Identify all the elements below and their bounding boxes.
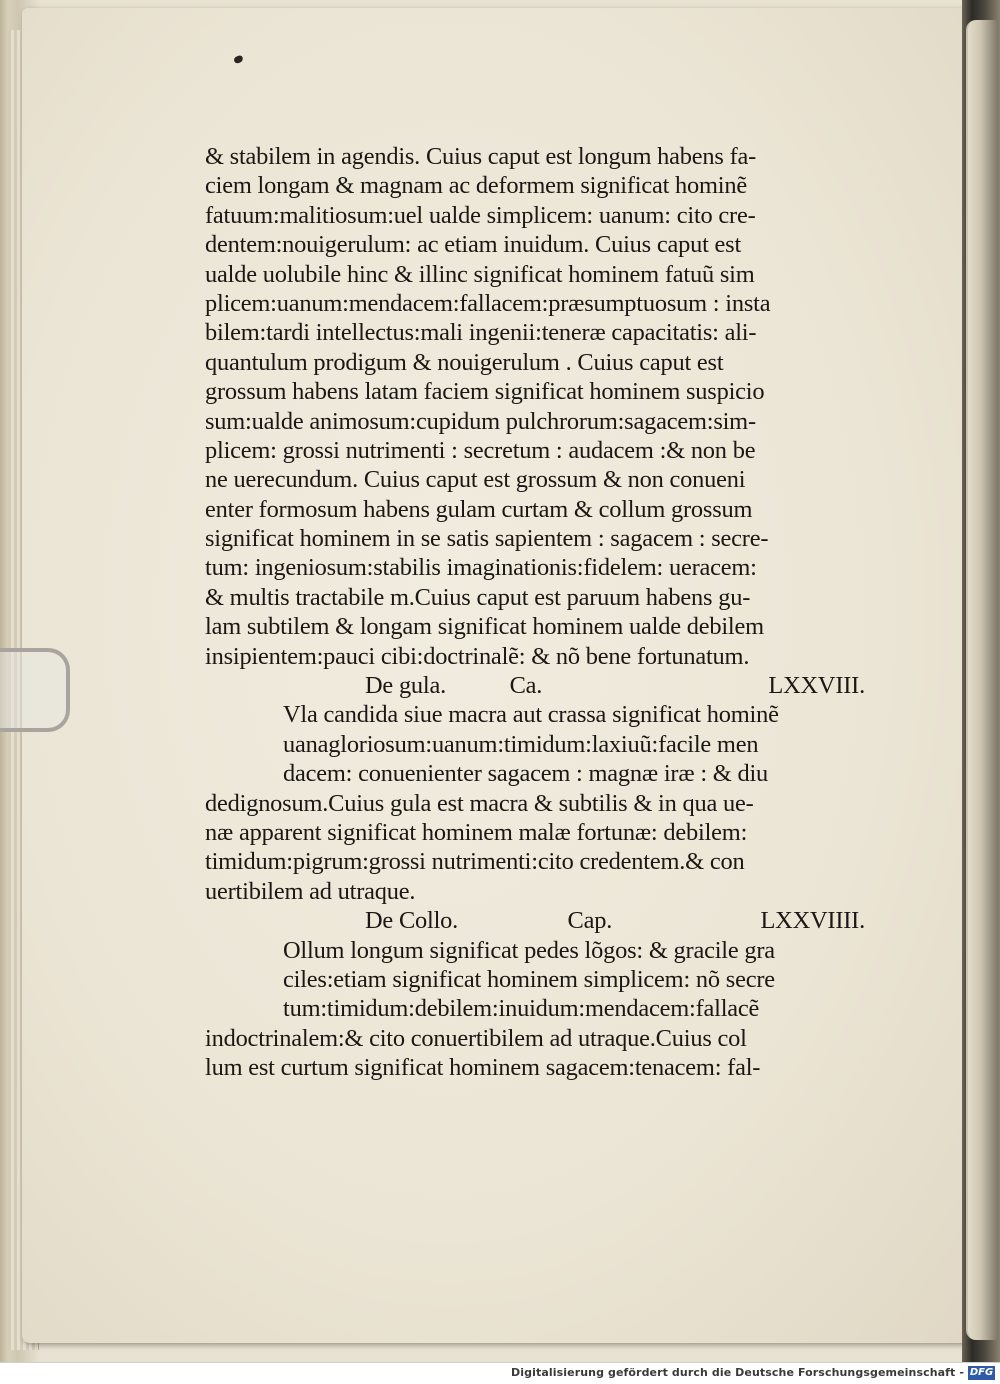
text-line: tum: ingeniosum:stabilis imaginationis:fidelem: ueracem: (205, 554, 757, 582)
text-line: grossum habens latam faciem significat hominem suspicio (205, 378, 765, 406)
text-line: lam subtilem & longam significat hominem ualde debilem (205, 613, 764, 641)
dfg-logo: DFG (969, 1367, 994, 1378)
text-line: sum:ualde animosum:cupidum pulchrorum:sagacem:sim- (205, 407, 756, 435)
text-line: indoctrinalem:& cito conuertibilem ad utraque.Cuius col (205, 1024, 747, 1052)
paragraph-caput (205, 142, 865, 671)
text-line: ciles:etiam significat hominem simplicem: nõ secre (283, 965, 775, 993)
text-line: timidum:pigrum:grossi nutrimenti:cito credentem.& con (205, 848, 745, 876)
text-line: & multis tractabile m.Cuius caput est paruum habens gu- (205, 583, 751, 611)
heading-title: De gula. (365, 672, 447, 700)
text-line: plicem: grossi nutrimenti : secretum : audacem :& non be (205, 436, 756, 464)
text-line: lum est curtum significat hominem sagacem:tenacem: fal- (205, 1054, 761, 1082)
heading-cap: Ca. (509, 672, 543, 700)
text-line: insipientem:pauci cibi:doctrinalẽ: & nõ bene fortunatum. (205, 642, 750, 670)
text-line: dedignosum.Cuius gula est macra & subtilis & in qua ue- (205, 789, 754, 817)
heading-numeral: LXXVIII. (768, 672, 865, 700)
heading-title: De Collo. (365, 907, 459, 935)
text-line: plicem:uanum:mendacem:fallacem:præsumptuosum : insta (205, 289, 771, 317)
text-line: uanagloriosum:uanum:timidum:laxiuũ:facile men (283, 730, 759, 758)
paragraph-collo (205, 936, 865, 1083)
text-line: uertibilem ad utraque. (205, 877, 416, 905)
book-binding (962, 0, 1000, 1362)
text-line: Vla candida siue macra aut crassa significat hominẽ (283, 701, 779, 729)
page-clip (0, 648, 70, 732)
heading-cap: Cap. (567, 907, 613, 935)
text-line: fatuum:malitiosum:uel ualde simplicem: uanum: cito cre- (205, 201, 756, 229)
text-line: quantulum prodigum & nouigerulum . Cuius caput est (205, 348, 724, 376)
text-line: bilem:tardi intellectus:mali ingenii:teneræ capacitatis: ali- (205, 319, 757, 347)
text-line: næ apparent significat hominem malæ fortunæ: debilem: (205, 818, 748, 846)
text-line: enter formosum habens gulam curtam & collum grossum (205, 495, 753, 523)
text-line: Ollum longum significat pedes lõgos: & gracile gra (283, 936, 775, 964)
funding-credit: Digitalisierung gefördert durch die Deutsche Forschungsgemeinschaft - (511, 1366, 964, 1379)
text-line: ne uerecundum. Cuius caput est grossum & non conueni (205, 466, 746, 494)
paragraph-gula (205, 700, 865, 906)
printed-text (205, 142, 865, 1083)
text-line: dentem:nouigerulum: ac etiam inuidum. Cuius caput est (205, 231, 742, 259)
heading-numeral: LXXVIIII. (760, 907, 865, 935)
text-line: & stabilem in agendis. Cuius caput est longum habens fa- (205, 143, 757, 170)
chapter-heading-collo (205, 906, 865, 935)
text-line: tum:timidum:debilem:inuidum:mendacem:fallacẽ (283, 995, 760, 1023)
text-line: ciem longam & magnam ac deformem significat hominẽ (205, 172, 748, 200)
text-line: dacem: conuenienter sagacem : magnæ iræ : & diu (283, 760, 769, 788)
text-line: significat hominem in se satis sapientem : sagacem : secre- (205, 525, 769, 553)
footer-bar (0, 1362, 1000, 1384)
text-line: ualde uolubile hinc & illinc significat hominem fatuũ sim (205, 260, 755, 288)
chapter-heading-gula (205, 671, 865, 700)
